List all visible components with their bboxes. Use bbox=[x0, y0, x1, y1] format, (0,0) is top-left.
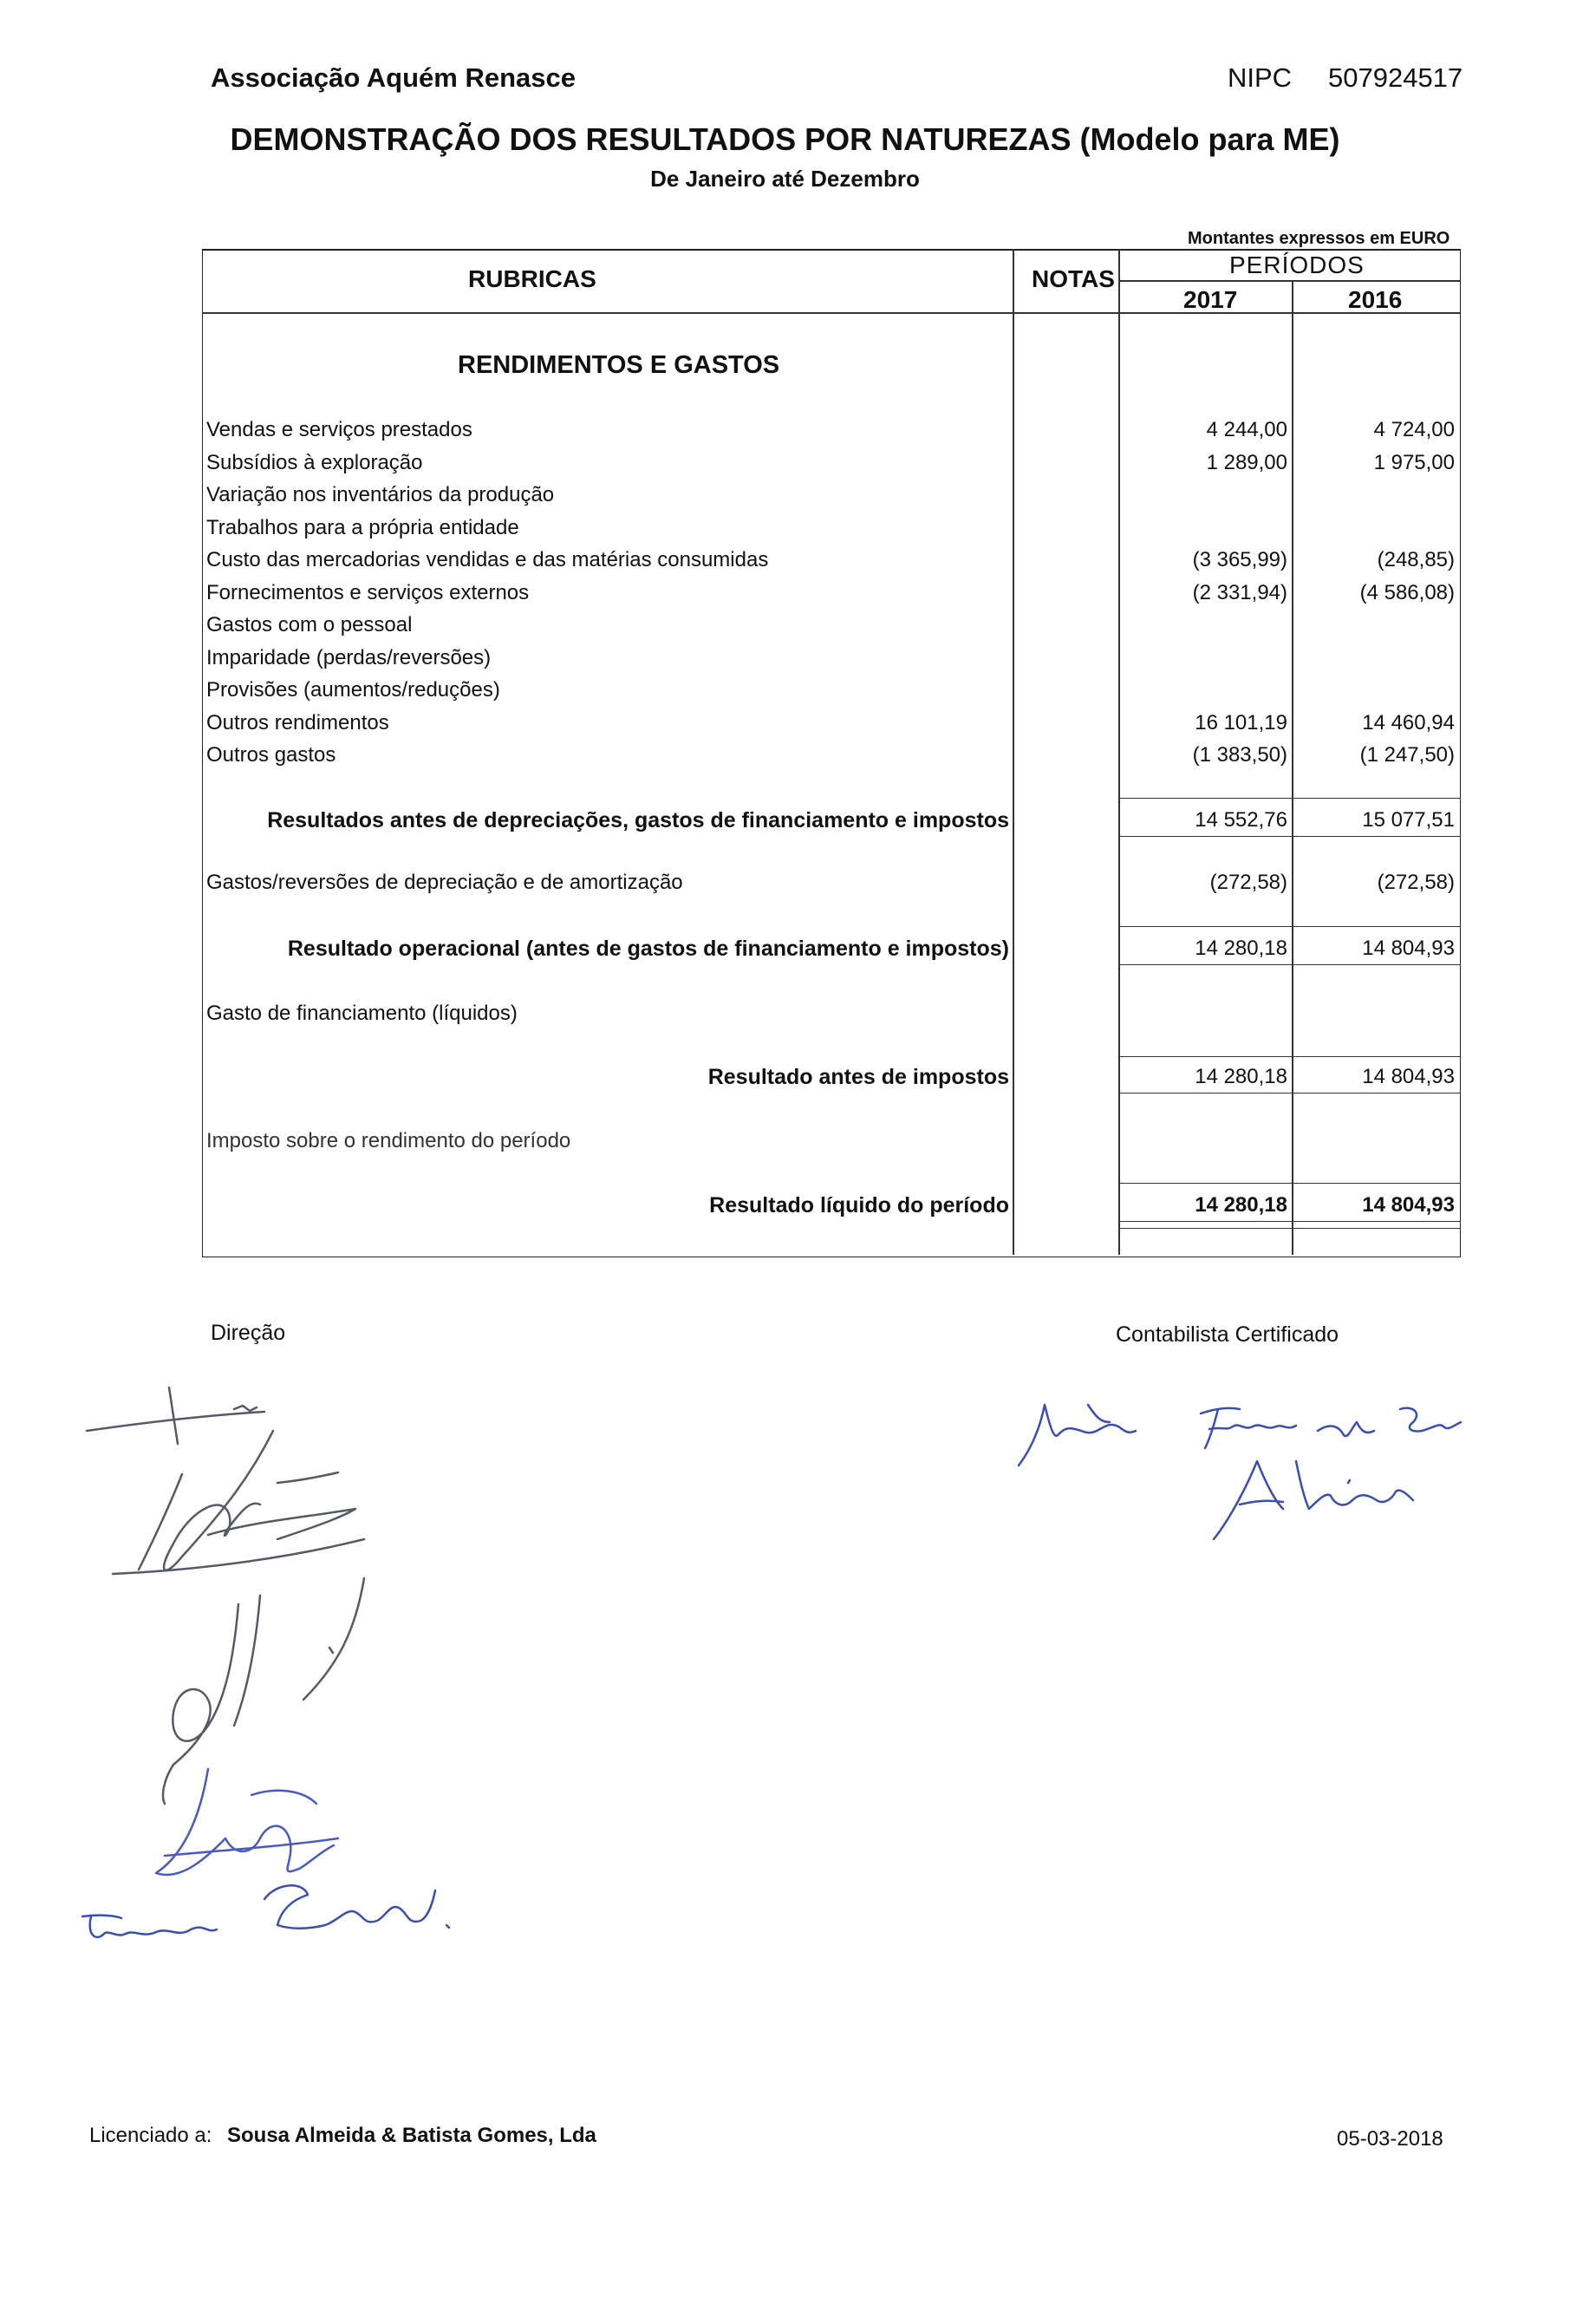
col-header-year-2016: 2016 bbox=[1348, 286, 1403, 313]
subtotal-2-2017: 14 280,18 bbox=[1195, 937, 1287, 960]
table-cell-2017: (2 331,94) bbox=[1192, 581, 1287, 604]
signature-5-icon bbox=[82, 1885, 449, 1937]
table-row-label: Subsídios à exploração bbox=[206, 451, 423, 474]
table-cell-2017: (1 383,50) bbox=[1192, 743, 1287, 767]
direction-signatures bbox=[78, 1370, 477, 2324]
header-bottom-divider bbox=[202, 312, 1460, 314]
table-cell-2017: 4 244,00 bbox=[1206, 418, 1287, 441]
net-result-label: Resultado líquido do período bbox=[709, 1193, 1009, 1217]
table-row-label: Gastos com o pessoal bbox=[206, 613, 413, 636]
accountant-signature bbox=[1006, 1387, 1474, 1561]
subtotal-2-bottom-rule bbox=[1118, 964, 1460, 965]
table-cell-2016: 1 975,00 bbox=[1373, 451, 1455, 474]
net-result-2016: 14 804,93 bbox=[1362, 1193, 1455, 1217]
tax-label: Imposto sobre o rendimento do período bbox=[206, 1129, 571, 1152]
financing-label: Gasto de financiamento (líquidos) bbox=[206, 1002, 518, 1025]
subtotal-2-top-rule bbox=[1118, 926, 1460, 927]
table-row-label: Trabalhos para a própria entidade bbox=[206, 516, 519, 539]
licensed-label: Licenciado a: bbox=[89, 2124, 212, 2147]
table-cell-2017: 1 289,00 bbox=[1206, 451, 1287, 474]
document-subtitle: De Janeiro até Dezembro bbox=[650, 166, 920, 192]
signature-2-icon bbox=[113, 1431, 364, 1574]
col-header-periodos: PERÍODOS bbox=[1229, 251, 1365, 278]
subtotal-1-bottom-rule bbox=[1118, 836, 1460, 837]
table-cell-2016: (248,85) bbox=[1377, 548, 1455, 571]
table-cell-2017: 16 101,19 bbox=[1195, 711, 1287, 734]
accountant-signature-line1-icon bbox=[1019, 1405, 1461, 1466]
nipc-label: NIPC bbox=[1228, 62, 1293, 93]
document-title: DEMONSTRAÇÃO DOS RESULTADOS POR NATUREZAS (Modelo para ME) bbox=[230, 121, 1340, 157]
table-row-label: Outros rendimentos bbox=[206, 711, 389, 734]
subtotal-1-top-rule bbox=[1118, 798, 1460, 799]
accountant-signature-line2-icon bbox=[1214, 1461, 1413, 1539]
accountant-label: Contabilista Certificado bbox=[1116, 1322, 1339, 1347]
table-row-label: Fornecimentos e serviços externos bbox=[206, 581, 530, 604]
depreciation-label: Gastos/reversões de depreciação e de amortização bbox=[206, 871, 683, 894]
signature-1-icon bbox=[87, 1387, 264, 1444]
section-title: RENDIMENTOS E GASTOS bbox=[458, 351, 780, 379]
licensee-name: Sousa Almeida & Batista Gomes, Lda bbox=[227, 2124, 596, 2147]
net-result-bottom-rule-1 bbox=[1118, 1221, 1460, 1222]
subtotal-2-2016: 14 804,93 bbox=[1362, 937, 1455, 960]
table-row-label: Imparidade (perdas/reversões) bbox=[206, 646, 492, 669]
table-cell-2016: 4 724,00 bbox=[1373, 418, 1455, 441]
subtotal-3-2017: 14 280,18 bbox=[1195, 1065, 1287, 1088]
table-row-label: Vendas e serviços prestados bbox=[206, 418, 472, 441]
subtotal-1-2017: 14 552,76 bbox=[1195, 808, 1287, 832]
currency-note: Montantes expressos em EURO bbox=[1188, 229, 1450, 248]
subtotal-1-label: Resultados antes de depreciações, gastos de financiamento e impostos bbox=[267, 808, 1009, 832]
footer-date: 05-03-2018 bbox=[1337, 2127, 1443, 2151]
direction-label: Direção bbox=[211, 1321, 286, 1345]
periods-divider bbox=[1118, 280, 1460, 282]
table-cell-2016: 14 460,94 bbox=[1362, 711, 1455, 734]
table-cell-2017: (3 365,99) bbox=[1192, 548, 1287, 571]
col-header-notas: NOTAS bbox=[1032, 265, 1115, 292]
nipc-value: 507924517 bbox=[1328, 62, 1463, 93]
table-row-label: Variação nos inventários da produção bbox=[206, 483, 555, 506]
notas-left-divider bbox=[1013, 249, 1014, 1255]
net-result-bottom-rule-2 bbox=[1118, 1228, 1460, 1229]
subtotal-2-label: Resultado operacional (antes de gastos de financiamento e impostos) bbox=[287, 937, 1009, 961]
net-result-top-rule bbox=[1118, 1183, 1460, 1184]
net-result-2017: 14 280,18 bbox=[1195, 1193, 1287, 1217]
table-row-label: Custo das mercadorias vendidas e das matérias consumidas bbox=[206, 548, 769, 571]
depreciation-2016: (272,58) bbox=[1377, 871, 1455, 894]
subtotal-3-top-rule bbox=[1118, 1056, 1460, 1057]
subtotal-1-2016: 15 077,51 bbox=[1362, 808, 1455, 832]
organization-name: Associação Aquém Renasce bbox=[211, 62, 576, 93]
signature-4-icon bbox=[156, 1769, 338, 1875]
col-header-rubricas: RUBRICAS bbox=[468, 265, 596, 292]
col-header-year-2017: 2017 bbox=[1183, 286, 1238, 313]
subtotal-3-2016: 14 804,93 bbox=[1362, 1065, 1455, 1088]
table-cell-2016: (4 586,08) bbox=[1359, 581, 1455, 604]
table-cell-2016: (1 247,50) bbox=[1359, 743, 1455, 767]
signature-3-icon bbox=[163, 1578, 364, 1804]
table-row-label: Outros gastos bbox=[206, 743, 336, 767]
subtotal-3-label: Resultado antes de impostos bbox=[707, 1065, 1009, 1089]
depreciation-2017: (272,58) bbox=[1209, 871, 1287, 894]
table-row-label: Provisões (aumentos/reduções) bbox=[206, 678, 500, 702]
